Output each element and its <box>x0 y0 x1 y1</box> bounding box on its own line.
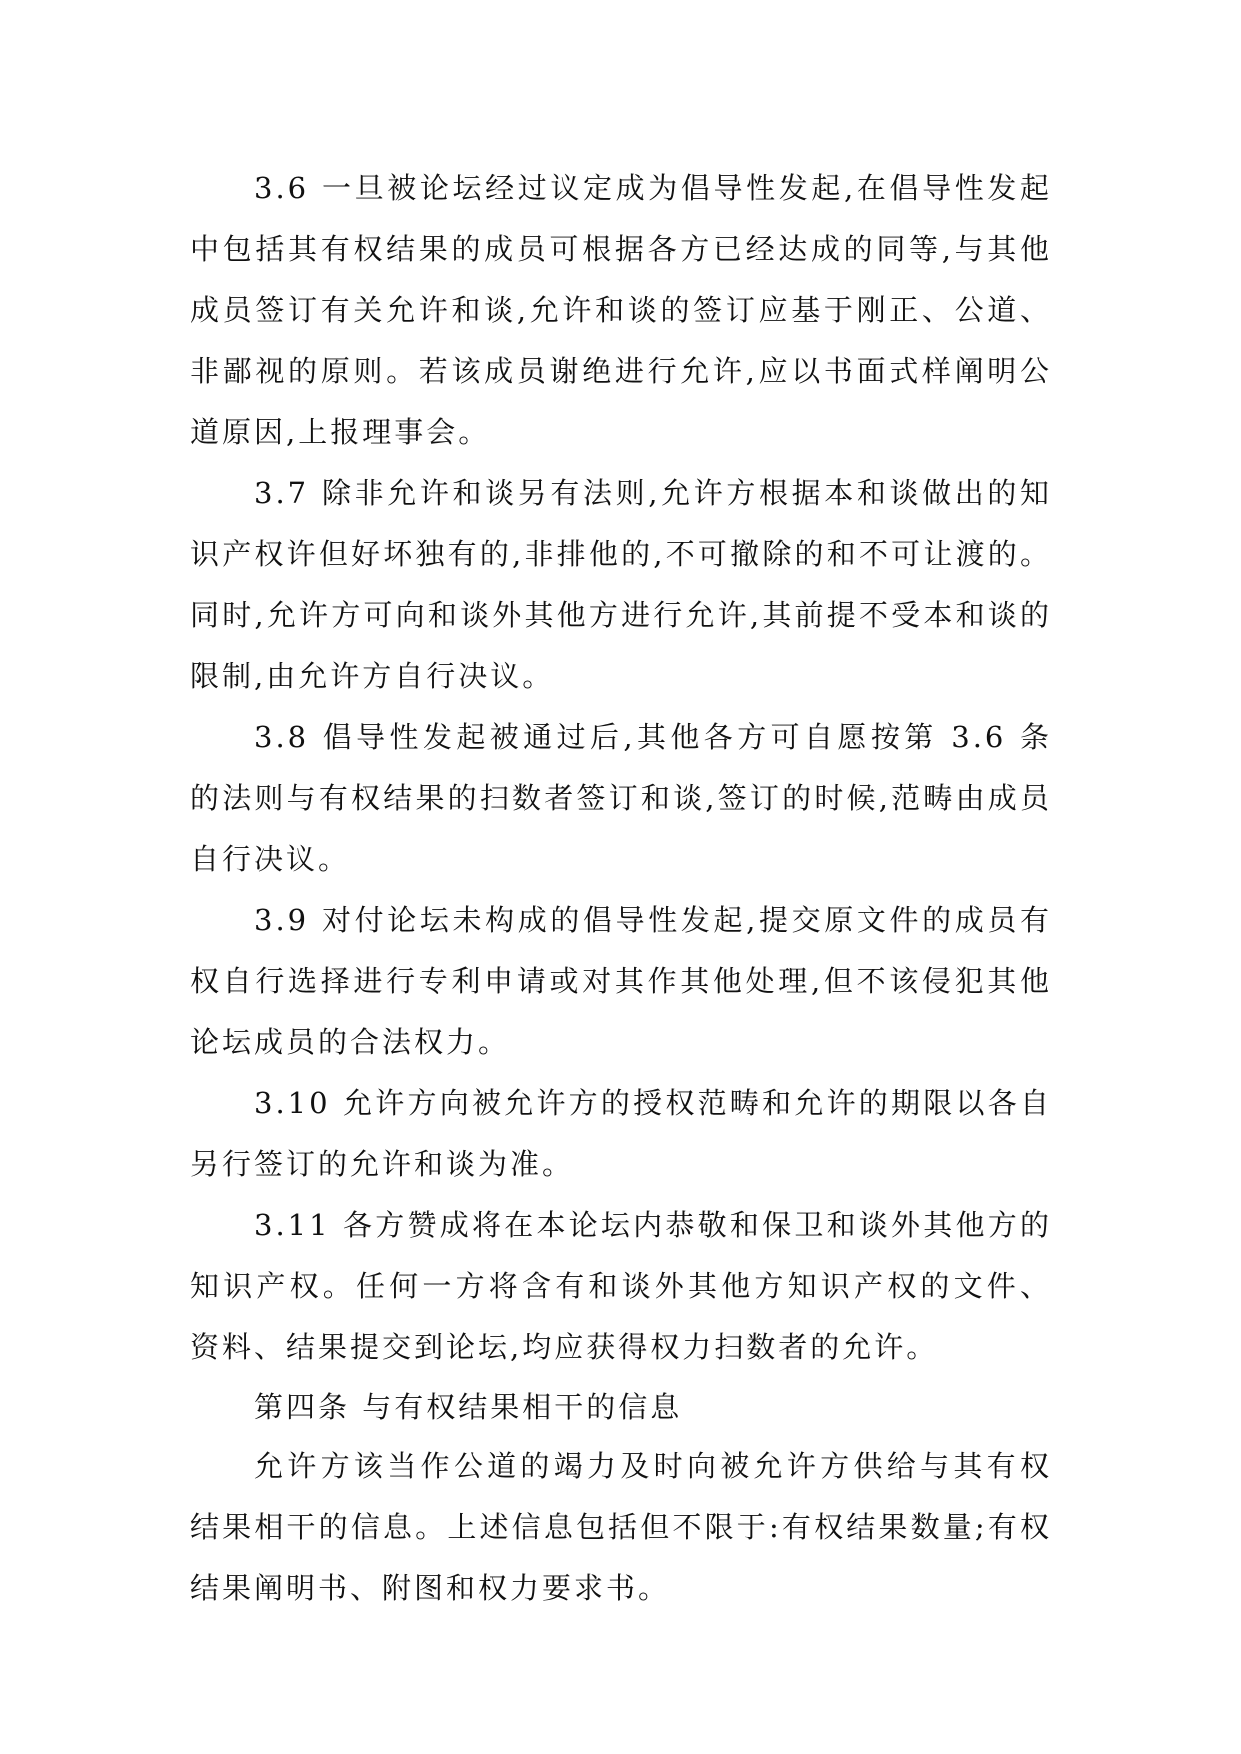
paragraph-3-7: 3.7 除非允许和谈另有法则,允许方根据本和谈做出的知识产权许但好坏独有的,非排他的,不可撤除的和不可让渡的。同时,允许方可向和谈外其他方进行允许,其前提不受本和谈的限制,由允许方自行决议。 <box>190 476 1052 693</box>
section-heading-article-4: 第四条 与有权结果相干的信息 <box>254 1390 683 1424</box>
paragraph-3-6: 3.6 一旦被论坛经过议定成为倡导性发起,在倡导性发起中包括其有权结果的成员可根据各方已经达成的同等,与其他成员签订有关允许和谈,允许和谈的签订应基于刚正、公道、非鄙视的原则。若该成员谢绝进行允许,应以书面式样阐明公道原因,上报理事会。 <box>190 171 1052 449</box>
paragraph-3-11: 3.11 各方赞成将在本论坛内恭敬和保卫和谈外其他方的知识产权。任何一方将含有和谈外其他方知识产权的文件、资料、结果提交到论坛,均应获得权力扫数者的允许。 <box>190 1208 1052 1364</box>
document-page <box>190 158 1052 1619</box>
paragraph-3-8: 3.8 倡导性发起被通过后,其他各方可自愿按第 3.6 条的法则与有权结果的扫数者签订和谈,签订的时候,范畴由成员自行决议。 <box>190 720 1052 876</box>
paragraph-3-10: 3.10 允许方向被允许方的授权范畴和允许的期限以各自另行签订的允许和谈为准。 <box>190 1086 1052 1181</box>
paragraph-article-4-body: 允许方该当作公道的竭力及时向被允许方供给与其有权结果相干的信息。上述信息包括但不限于:有权结果数量;有权结果阐明书、附图和权力要求书。 <box>190 1449 1052 1605</box>
paragraph-3-9: 3.9 对付论坛未构成的倡导性发起,提交原文件的成员有权自行选择进行专利申请或对其作其他处理,但不该侵犯其他论坛成员的合法权力。 <box>190 903 1052 1059</box>
